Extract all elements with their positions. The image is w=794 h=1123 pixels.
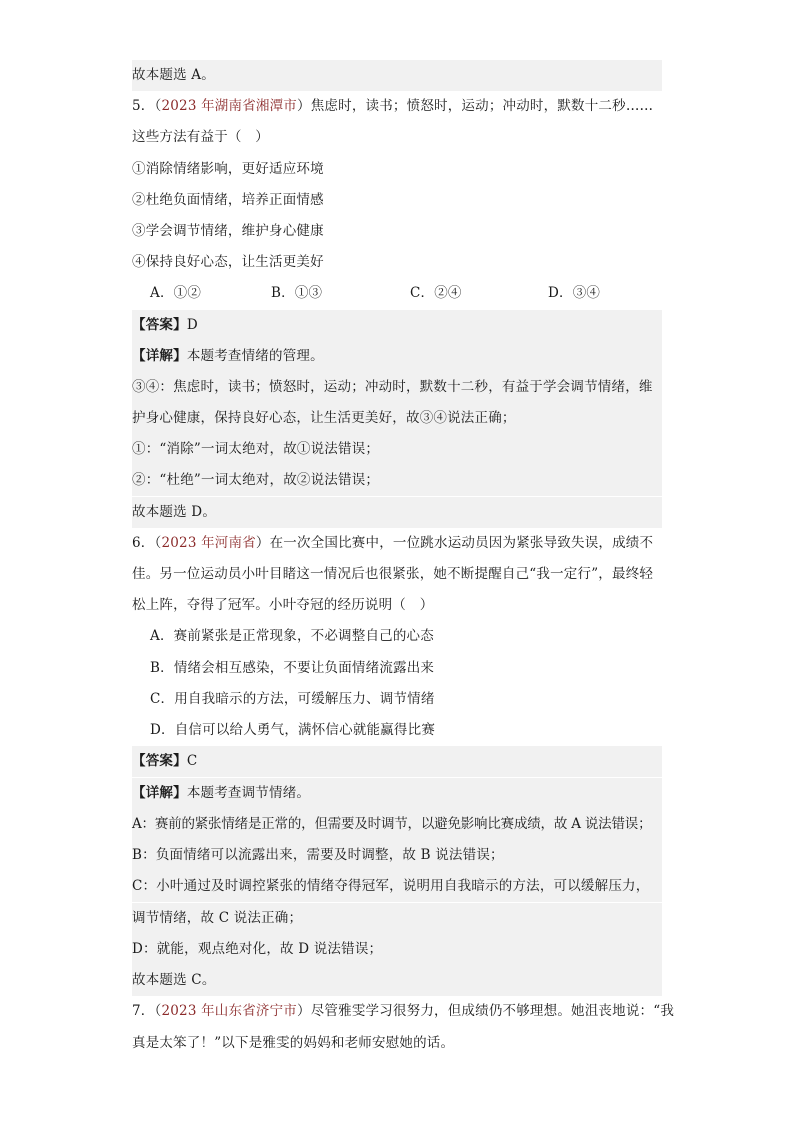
q6-answer xyxy=(132,746,662,777)
q7-stem-a: ）尽管雅雯学习很努力，但成绩仍不够理想。她沮丧地说：“我 xyxy=(297,1003,675,1019)
q6-detail-text: 本题考查调节情绪。 xyxy=(186,785,311,801)
q5-source: 2023 年湖南省湘潭市 xyxy=(161,98,298,114)
q4-conclusion: 故本题选 A。 xyxy=(132,60,662,91)
q5-explain-5: 故本题选 D。 xyxy=(132,497,662,528)
q5-option-b: B．①③ xyxy=(271,285,323,301)
q5-answer-label: 【答案】 xyxy=(132,317,187,333)
q5-options xyxy=(132,278,662,309)
q6-explain-2: B：负面情绪可以流露出来，需要及时调整，故 B 说法错误； xyxy=(132,840,662,871)
q6-stem-a: ）在一次全国比赛中，一位跳水运动员因为紧张导致失误，成绩不 xyxy=(255,535,654,551)
q6-detail xyxy=(132,778,662,809)
q6-option-c: C．用自我暗示的方法，可缓解压力、调节情绪 xyxy=(150,691,435,707)
q6-stem-line3: 松上阵，夺得了冠军。小叶夺冠的经历说明（ ） xyxy=(132,597,434,613)
q5-stem-line2: 这些方法有益于（ ） xyxy=(132,129,269,145)
q6-option-d: D．自信可以给人勇气，满怀信心就能赢得比赛 xyxy=(150,722,436,738)
q5-answer xyxy=(132,310,662,341)
q5-number: 5．（ xyxy=(132,98,162,114)
q7-stem-line1 xyxy=(132,996,675,1027)
q6-explain-5: D：就能，观点绝对化，故 D 说法错误； xyxy=(132,934,662,965)
q6-detail-label: 【详解】 xyxy=(132,785,187,801)
q6-explain-1: A：赛前的紧张情绪是正常的，但需要及时调节，以避免影响比赛成绩，故 A 说法错误； xyxy=(132,809,662,840)
q6-explain-6: 故本题选 C。 xyxy=(132,965,662,996)
q5-item-1: ①消除情绪影响，更好适应环境 xyxy=(132,161,324,177)
q5-explain-4: ②：“杜绝”一词太绝对，故②说法错误； xyxy=(132,465,662,496)
q5-answer-value: D xyxy=(186,317,198,333)
q6-option-a: A．赛前紧张是正常现象，不必调整自己的心态 xyxy=(150,628,434,644)
q7-source: 2023 年山东省济宁市 xyxy=(161,1003,298,1019)
q6-answer-value: C xyxy=(186,753,198,769)
q5-detail-label: 【详解】 xyxy=(132,348,187,364)
q5-detail xyxy=(132,341,662,372)
q7-number: 7．（ xyxy=(132,1003,162,1019)
q5-item-2: ②杜绝负面情绪，培养正面情感 xyxy=(132,192,324,208)
q5-stem-a: ）焦虑时，读书；愤怒时，运动；冲动时，默数十二秒…… xyxy=(297,98,654,114)
q5-explain-3: ①：“消除”一词太绝对，故①说法错误； xyxy=(132,434,662,465)
q6-number: 6．（ xyxy=(132,535,162,551)
q5-item-3: ③学会调节情绪，维护身心健康 xyxy=(132,223,324,239)
q5-option-a: A．①② xyxy=(150,285,202,301)
q6-answer-label: 【答案】 xyxy=(132,753,187,769)
q6-explain-3: C：小叶通过及时调控紧张的情绪夺得冠军，说明用自我暗示的方法，可以缓解压力， xyxy=(132,871,662,902)
q6-explain-4: 调节情绪，故 C 说法正确； xyxy=(132,903,662,934)
q5-explain-2: 护身心健康，保持良好心态，让生活更美好，故③④说法正确； xyxy=(132,403,662,434)
q5-stem-line1 xyxy=(132,91,662,122)
q5-option-d: D．③④ xyxy=(548,285,601,301)
q5-detail-text: 本题考查情绪的管理。 xyxy=(186,348,324,364)
q5-option-c: C．②④ xyxy=(410,285,462,301)
q7-stem-line2: 真是太笨了！”以下是雅雯的妈妈和老师安慰她的话。 xyxy=(132,1035,455,1051)
q6-stem-line2: 佳。另一位运动员小叶目睹这一情况后也很紧张，她不断提醒自己“我一定行”，最终轻 xyxy=(132,566,654,582)
q6-option-b: B．情绪会相互感染，不要让负面情绪流露出来 xyxy=(150,660,435,676)
q5-item-4: ④保持良好心态，让生活更美好 xyxy=(132,254,324,270)
q6-source: 2023 年河南省 xyxy=(161,535,256,551)
q6-stem-line1 xyxy=(132,528,662,559)
q5-explain-1: ③④：焦虑时，读书；愤怒时，运动；冲动时，默数十二秒，有益于学会调节情绪，维 xyxy=(132,372,662,403)
